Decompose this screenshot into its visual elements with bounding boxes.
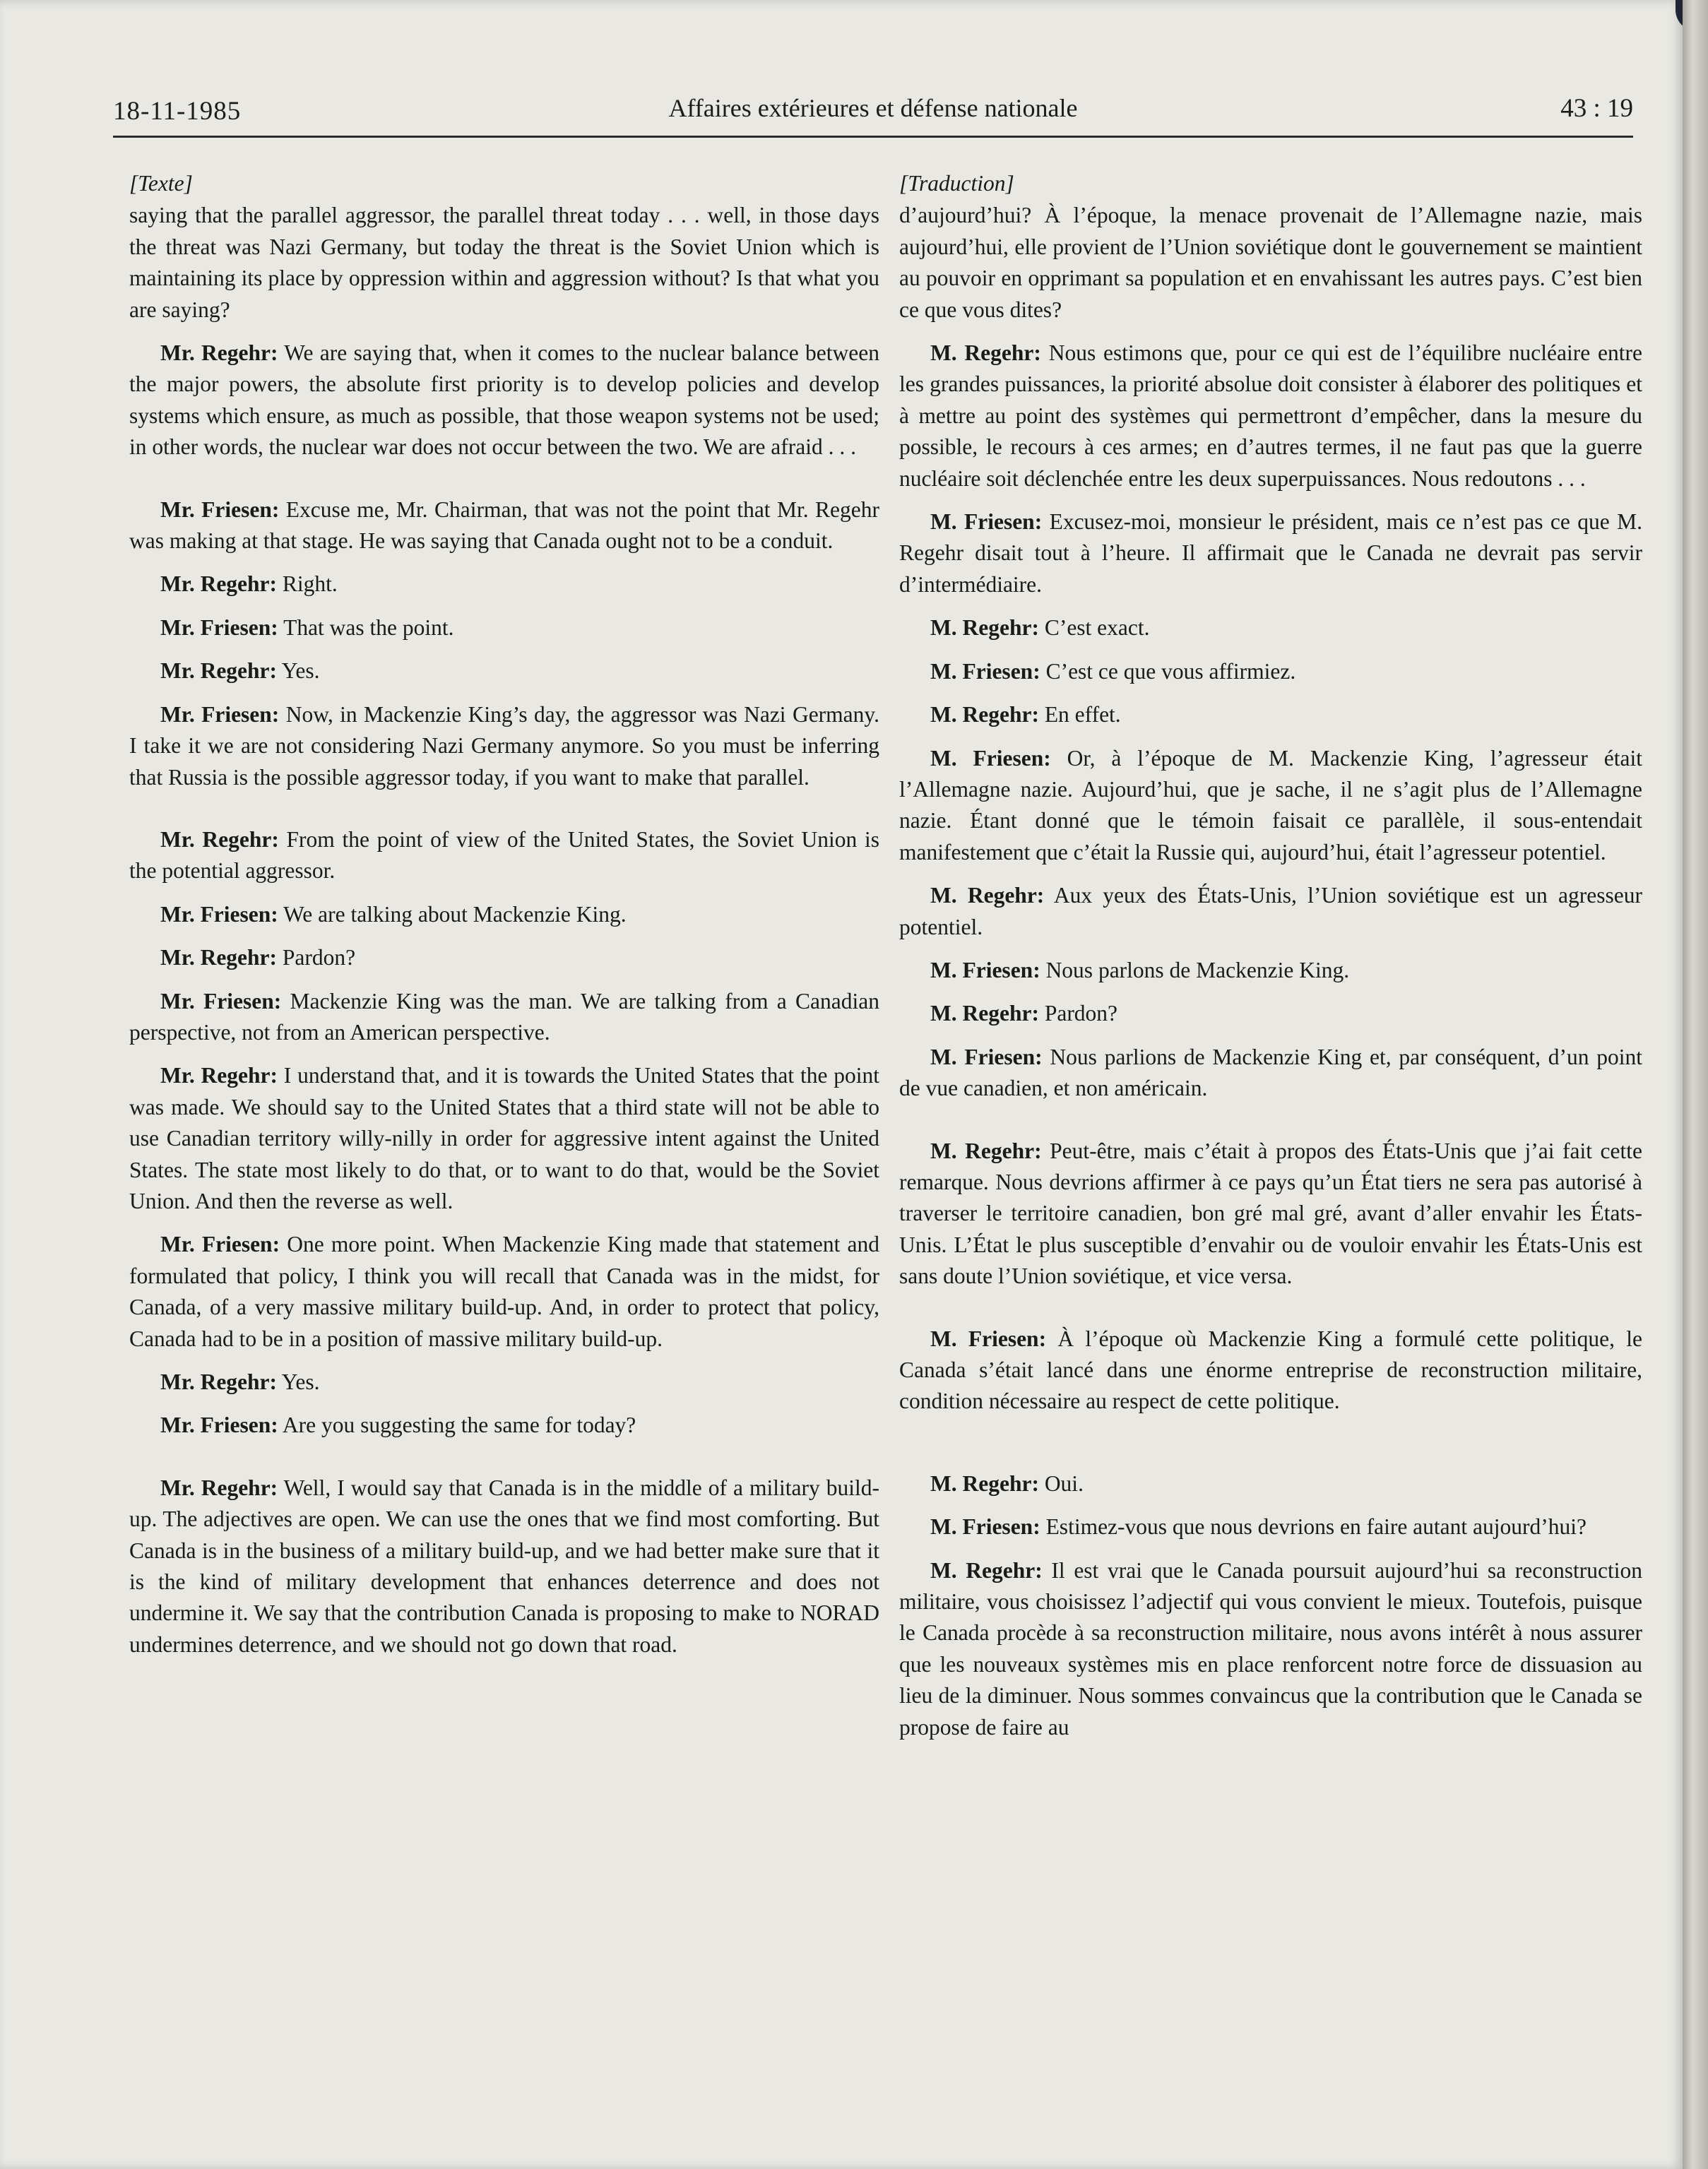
speaker-label: Mr. Friesen: xyxy=(160,1413,278,1438)
paragraph-text: Are you suggesting the same for today? xyxy=(278,1413,636,1438)
paragraph-text: Il est vrai que le Canada poursuit aujourd’hui sa reconstruction militaire, vous choisissez l’adjectif qui vous convient le mieux. Toutefois, puisque le Canada procède à sa reconstruction militaire, nous avons intérêt à nous assurer que les nouveaux systèmes mis en place renforcent notre force de dissuasion au lieu de la diminuer. Nous sommes convaincus que la contribution que le Canada se propose de faire au xyxy=(899,1557,1642,1740)
transcript-paragraph xyxy=(899,955,1642,986)
transcript-paragraph xyxy=(899,1468,1642,1499)
paragraph-text: Or, à l’époque de M. Mackenzie King, l’agresseur était l’Allemagne nazie. Aujourd’hui, que je sache, il ne s’agit plus de l’Allemagne nazie. Étant donné que le témoin faisait ce parallèle, il sous-entendait manifestement que c’était la Russie qui, aujourd’hui, était l’agresseur potentiel. xyxy=(899,745,1643,864)
transcript-paragraph xyxy=(129,569,879,600)
paragraph-text: Excusez-moi, monsieur le président, mais ce n’est pas ce que M. Regehr disait tout à l’heure. Il affirmait que le Canada ne devrait pas servir d’intermédiaire. xyxy=(899,509,1643,597)
transcript-paragraph xyxy=(899,699,1642,730)
transcript-paragraph xyxy=(899,1136,1642,1293)
transcript-paragraph xyxy=(129,612,879,643)
header-rule xyxy=(113,136,1633,138)
speaker-label: Mr. Regehr: xyxy=(160,571,278,597)
transcript-paragraph xyxy=(899,1555,1642,1743)
paragraph-text: Nous parlons de Mackenzie King. xyxy=(1040,957,1350,982)
speaker-label: Mr. Regehr: xyxy=(160,340,278,366)
paragraph-text: Oui. xyxy=(1038,1470,1084,1496)
transcript-paragraph xyxy=(899,1324,1642,1418)
transcript-paragraph xyxy=(899,880,1642,943)
transcript-paragraph xyxy=(129,494,879,557)
speaker-label: M. Regehr: xyxy=(930,1138,1042,1163)
transcript-paragraph xyxy=(129,699,879,793)
book-spine-edge xyxy=(1683,0,1708,2169)
transcript-paragraph xyxy=(129,1060,879,1217)
transcript-paragraph xyxy=(899,743,1642,869)
paragraph-text: En effet. xyxy=(1038,702,1121,727)
transcript-paragraph xyxy=(899,612,1642,643)
paragraph-text: Excuse me, Mr. Chairman, that was not the point that Mr. Regehr was making at that stage. He was saying that Canada ought not to be a conduit. xyxy=(129,497,879,554)
speaker-label: Mr. Regehr: xyxy=(160,1475,278,1500)
paragraph-text: Well, I would say that Canada is in the middle of a military build-up. The adjectives are open. We can use the ones that we find most comforting. But Canada is in the business of a military build-up, and we had better make sure that it is the kind of military development that enhances deterrence and does not undermine it. We say that the contribution Canada is proposing to make to NORAD undermines deterrence, and we should not go down that road. xyxy=(129,1475,879,1657)
speaker-label: M. Regehr: xyxy=(930,1470,1039,1496)
transcript-paragraph xyxy=(129,1473,879,1660)
speaker-label: Mr. Friesen: xyxy=(160,1232,280,1257)
speaker-label: M. Regehr: xyxy=(930,340,1041,366)
speaker-label: M. Regehr: xyxy=(930,1001,1039,1026)
paragraph-text: C’est ce que vous affirmiez. xyxy=(1040,658,1296,684)
paragraph-text: Yes. xyxy=(277,658,320,684)
speaker-label: Mr. Friesen: xyxy=(160,701,280,727)
paragraph-text: Peut-être, mais c’était à propos des États-Unis que j’ai fait cette remarque. Nous devrions affirmer à ce pays qu’un État tiers ne sera pas autorisé à traverser le territoire canadien, bon gré mal gré, avant d’aller envahir les États-Unis. L’État le plus susceptible d’envahir ou de vouloir envahir les États-Unis est sans doute l’Union soviétique, et vice versa. xyxy=(899,1138,1642,1289)
transcript-paragraph xyxy=(899,1511,1642,1543)
header-title: Affaires extérieures et défense nationale xyxy=(668,94,1078,122)
paragraph-text: Pardon? xyxy=(277,945,356,970)
paragraph-text: Mackenzie King was the man. We are talking from a Canadian perspective, not from an American perspective. xyxy=(129,988,879,1045)
speaker-label: M. Regehr: xyxy=(930,615,1039,641)
transcript-paragraph xyxy=(129,1229,879,1355)
speaker-label: Mr. Friesen: xyxy=(160,901,278,927)
header-page-number: 43 : 19 xyxy=(1560,94,1633,123)
paragraph-text: Estimez-vous que nous devrions en faire autant aujourd’hui? xyxy=(1040,1514,1587,1540)
speaker-label: M. Friesen: xyxy=(930,1514,1040,1540)
transcript-paragraph xyxy=(899,338,1642,494)
page-header xyxy=(113,90,1633,133)
transcript-paragraph xyxy=(129,899,879,930)
speaker-label: Mr. Regehr: xyxy=(160,945,278,970)
speaker-label: Mr. Regehr: xyxy=(160,1063,278,1088)
paragraph-text: saying that the parallel aggressor, the parallel threat today . . . well, in those days the threat was Nazi Germany, but today the threat is the Soviet Union which is maintaining its place by oppression within and aggression without? Is that what you are saying? xyxy=(129,203,879,322)
speaker-label: M. Friesen: xyxy=(930,1044,1043,1069)
speaker-label: M. Regehr: xyxy=(930,702,1039,727)
paragraph-text: We are talking about Mackenzie King. xyxy=(278,901,627,927)
paragraph-text: d’aujourd’hui? À l’époque, la menace provenait de l’Allemagne nazie, mais aujourd’hui, elle provient de l’Union soviétique dont le gouvernement se maintient au pouvoir en opprimant sa population et en envahissant les autres pays. C’est bien ce que vous dites? xyxy=(899,203,1642,322)
speaker-label: Mr. Regehr: xyxy=(160,658,278,684)
transcript-paragraph xyxy=(899,998,1642,1029)
speaker-label: Mr. Regehr: xyxy=(160,826,279,852)
paragraph-text: That was the point. xyxy=(278,614,454,640)
transcript-paragraph xyxy=(129,1410,879,1441)
paragraph-text: Nous estimons que, pour ce qui est de l’équilibre nucléaire entre les grandes puissances, la priorité absolue doit consister à élaborer des politiques et à mettre au point des systèmes qui permettront d’empêcher, dans la mesure du possible, le recours à ces armes; en d’autres termes, il ne faut pas que la guerre nucléaire soit déclenchée entre les deux superpuissances. Nous redoutons . . . xyxy=(899,340,1642,491)
paragraph-text: From the point of view of the United States, the Soviet Union is the potential aggressor. xyxy=(129,826,879,884)
paragraph-text: Now, in Mackenzie King’s day, the aggressor was Nazi Germany. I take it we are not considering Nazi Germany anymore. So you must be inferring that Russia is the possible aggressor today, if you want to make that parallel. xyxy=(129,701,879,790)
paragraph-text: Right. xyxy=(277,571,338,597)
header-date: 18-11-1985 xyxy=(113,97,242,126)
transcript-paragraph xyxy=(899,200,1642,326)
transcript-paragraph xyxy=(899,1042,1642,1105)
paragraph-text: We are saying that, when it comes to the nuclear balance between the major powers, the absolute first priority is to develop policies and develop systems which ensure, as much as possible, that those weapon systems not be used; in other words, the nuclear war does not occur between the two. We are afraid . . . xyxy=(129,340,880,460)
transcript-paragraph xyxy=(129,942,879,973)
speaker-label: Mr. Regehr: xyxy=(160,1369,278,1394)
speaker-label: M. Friesen: xyxy=(930,957,1040,982)
transcript-paragraph xyxy=(129,1367,879,1398)
speaker-label: M. Regehr: xyxy=(930,1557,1043,1583)
transcript-paragraph xyxy=(899,506,1642,600)
speaker-label: M. Friesen: xyxy=(930,745,1051,771)
speaker-label: Mr. Friesen: xyxy=(160,988,282,1014)
speaker-label: M. Friesen: xyxy=(930,658,1040,684)
transcript-paragraph xyxy=(129,824,879,887)
transcript-paragraph xyxy=(899,656,1642,687)
column-marker: [Traduction] xyxy=(899,171,1014,196)
french-column xyxy=(899,168,1642,1755)
paragraph-text: C’est exact. xyxy=(1038,615,1150,641)
column-marker: [Texte] xyxy=(129,171,193,196)
speaker-label: M. Friesen: xyxy=(930,1326,1047,1351)
speaker-label: M. Regehr: xyxy=(930,883,1045,908)
paragraph-text: Pardon? xyxy=(1038,1001,1118,1026)
transcript-paragraph xyxy=(129,986,879,1049)
paragraph-text: I understand that, and it is towards the United States that the point was made. We should say to the United States that a third state will not be able to use Canadian territory willy-nilly in order for aggressive intent against the United States. The state most likely to do that, or to want to do that, would be the Soviet Union. And then the reverse as well. xyxy=(129,1063,879,1213)
transcript-paragraph xyxy=(129,338,879,463)
transcript-paragraph xyxy=(129,200,879,326)
english-column xyxy=(129,168,879,1672)
speaker-label: Mr. Friesen: xyxy=(160,614,278,640)
speaker-label: Mr. Friesen: xyxy=(160,497,280,522)
paragraph-text: À l’époque où Mackenzie King a formulé cette politique, le Canada s’était lancé dans une énorme entreprise de reconstruction militaire, condition nécessaire au respect de cette politique. xyxy=(899,1326,1643,1414)
paragraph-text: Nous parlions de Mackenzie King et, par conséquent, d’un point de vue canadien, et non américain. xyxy=(899,1044,1642,1101)
paragraph-text: Aux yeux des États-Unis, l’Union soviétique est un agresseur potentiel. xyxy=(899,883,1642,939)
paragraph-text: Yes. xyxy=(277,1369,320,1394)
paragraph-text: One more point. When Mackenzie King made that statement and formulated that policy, I think you will recall that Canada was in the midst, for Canada, of a very massive military build-up. And, in order to protect that policy, Canada had to be in a position of massive military build-up. xyxy=(129,1232,880,1351)
transcript-paragraph xyxy=(129,655,879,687)
speaker-label: M. Friesen: xyxy=(930,509,1043,535)
